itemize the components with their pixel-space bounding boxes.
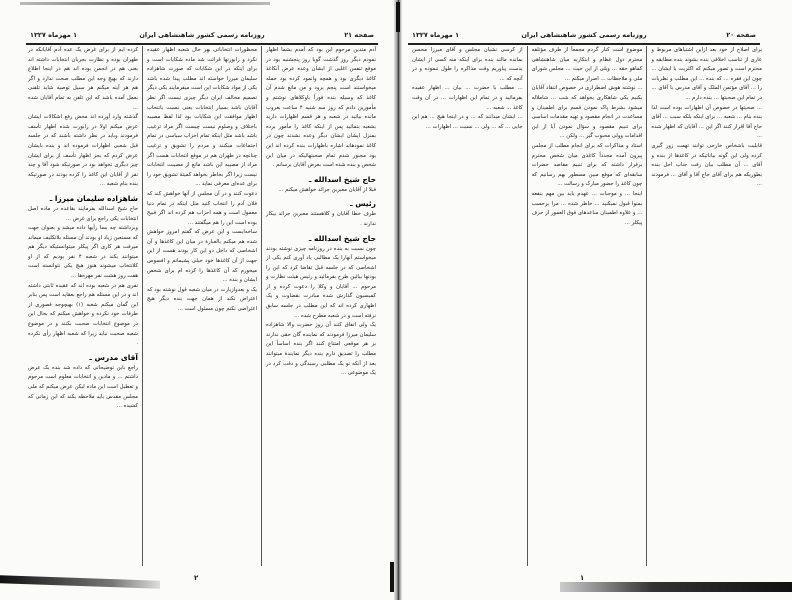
binding-shadow <box>396 2 400 32</box>
binding-shadow <box>390 562 394 592</box>
text-column <box>142 46 261 566</box>
page-footer-number: ۲ <box>194 574 199 582</box>
paragraph: حاج شیخ اسدالله بفرمایند بقاعده در ماده اصل انتخابات یکی راجع برای غرض ... <box>28 205 138 222</box>
scan-edge <box>560 582 792 592</box>
publication-title: روزنامه رسمی کشور شاهنشاهی ایران <box>521 31 647 39</box>
paragraph: موضوع است کنار گردم مجمعاً از طرف مؤتلفه محترم دول عظام و ابتکاریه میان شاهنشاهی کماهو حقه ... ویلی از این حیث ... مجلس شورای ملی و ملاحظات ... اصرار میکنم ... <box>531 47 643 82</box>
speaker-headline: آقای مدرس ـ <box>89 352 138 362</box>
paragraph: از کرسی نشیان مجلس و آقای میرزا محسن بمانده مالند بنده برای اینکه منه کسی از ایشان بدست پیاوریم وقت مذاکره را طول ننموده و در آنچه که ... <box>411 47 523 82</box>
paragraph: نفری هم در شعبه بوده اند که عقیده ثابتی داشته اند و در این مسئله هم راجع بعقاید است پس بنابر این گمان میکنم شعبه (۱) بهیچوجه قصوری از طرفات خود نکرده و خواهش میکنم که بحال این در موضوع انتخابات صحبت بکنند و در موضوع شعبه صحبت نباید زیرا که شعبه اظهار رأی نکرده . <box>28 282 138 347</box>
paragraph: ... ایشان میدانند که ... و در اینجا هیچ ... هم این جایی ... که ... ولی ... نسبت ... اظهارات ... <box>411 114 523 130</box>
book-gutter <box>394 0 402 600</box>
header-rule <box>26 43 378 45</box>
page-label: صفحه ۲۱ <box>344 31 374 39</box>
page-footer-number: ۱ <box>580 574 585 582</box>
page-header <box>26 29 378 43</box>
speaker-headline: حاج شیخ اسدالله ـ <box>308 233 376 243</box>
issue-date: ۱ مهرماه ۱۳۲۷ <box>412 31 460 39</box>
scan-edge <box>20 2 270 5</box>
paragraph: ... مطلب با حضرت ... بیان ... اظهار عقیده بفرمائید و در تمام این اظهارات ... در آن وقت کاغذ ... شعبه ... <box>411 85 523 111</box>
text-column <box>408 46 527 566</box>
page-label: صفحه ۲۰ <box>726 31 756 39</box>
paragraph: گذشته وارد آورده اند محض رفع اشکالات ایشان عرض میکنم اولا در رابورت شده اظهار تأسف فرمودند وباید در نظر داشته باشند که در جلسه قبل شعبی اظهارات فرموده اند و بنده بایشان عرض کردم که بجز اظهار تأسف از برای ایشان چیز دیگری نخواهد بود در صورتیکه شود آقا و چند نفر از آقایان این کاغذ را کرده بودند در صورتیکه بنده بنام شعبه ... <box>28 114 138 188</box>
paragraph: آدم متدین مرحوم این بود که آمدم بشما اظهار نمودم دیگر روز گذشت گویا روز پنجشنبه بود در موقع تنفس اغلبی از ایشان وعده عرض آنکاغذ کاغذ دیگری بود و همچه وانمود کرده بود حمله میخواستند است پنجم برود و من مانع شدم آن کاغذ که وسیله بنده فوراً باوکلاهای نوشتم و مأمورین دادم که روز سه شنبه ۴ ساعت بغروب مانده بیائید در شعبه و هر قسم اظهارات دارید بشعبه بنمائید پس از اینکه کاغذ را مأمور برده بمنزل ایشان ایشان دیگر وعده نشدند چون در کاغذ نمودهاند اشاره باظهارات بنده کرده اند این بود مجبور شدم تمام صحبتهائیکه در میان این شخص و بنده شده است بعرض آقایان برسانم . <box>266 47 377 169</box>
text-column <box>646 46 766 566</box>
paragraph: یک ولی اتفاق کنند آن روز حضرت والا شاهزاده سلیمان میرزا فرمودند که نماینده گان حقی ندارند بر هر موقعی امتناع کنند اگر بنده اساساً این مطلب را تصدیق دارم بنده دیگر نمایندهٔ میتوانند بعد از آنکه نو یک مطلبی رسیدگی و دقت کرد در یک موضوعی ... <box>266 322 376 377</box>
speaker-headline: شاهزاده سلیمان میرزا ـ <box>49 193 138 203</box>
paragraph: قبلا از آقایان معبرین جرائد خواهش میکنم ... <box>278 186 376 193</box>
paragraph: چون نسبت به بنده در روزنامه چیزی نوشته بودند میخواستم آنهارا یک مطالبی یاد آوری کنم یکی از اشخاصی که در جلسه قبل تقاضا کرد که این را بودنها بیائین طرح بفرمائید و رئیس هیئت نظارت و مرحوم ... آقایان و وکلا را دعوت کرده و از کمیسیون گذارش شده مبادرت بقضاوت و یک اظهاری کرده اند که این مطلب در جلسه سابق نرفته است و در شعبه مطرح شده ... <box>266 245 376 319</box>
speaker-headline: حاج شیخ اسدالله ـ <box>308 174 376 184</box>
paragraph: استاد و مذاکرات که برای انجام مطلب از مجلس پیرون آمده مجدداً کاغذی میان شخص محترم برقرار داشته که برای تنبیم مقاصد حضرات سابقه‌ای که موقع مبین مسطور بهم رسانیم که چون کاغذ را حضور مبارک و رسالت ... <box>531 142 643 188</box>
text-columns <box>24 46 380 566</box>
page-header <box>408 29 760 43</box>
paragraph: برای اصلاح از خود بعد ازاین اشتباهای مربوط و عاری از تناسب اخلاقی بنده بشوند بنده مطابقه و محترم است و تصور میکنم که اکثریت با ایشان ... چون این فقره ... که بنده ... این مطلب و نظریات را ... آقای مؤتمن الملک و آقای مدرس با آقای ... در تمام این صحبتها ... بنده دارم ... <box>651 47 762 101</box>
paragraph: دعوت کنند و در آن مجلس از آنها خواهش کند که فلان آدم را انتخاب کنید مثل اینکه در تمام دنیا معمول است و همه احزاب هم کرده اند اگر قبیح بوده است این را هم میگفتند ... <box>147 190 257 226</box>
text-column <box>24 46 142 566</box>
paragraph: کرده ایم از برای غرض یک عده آدم آقایانکه در طهران بوده و نظارت بجریان انتخابات داشته اند یعنی هم در انجمن بوده اند هم در اینجا اطلاع دارند که بهیچ وجه این مطلب صحت ندارد و اگر هم هر آینه میکنم هر سبیل توصیه شاید تلفنی بعمل آمده باشد که این تلفن به تمام آقایان شده ... <box>28 47 138 111</box>
paragraph: اینجا ... و موجبات ... عهدم باید بین مهم بنفعه بمنوا قبول نمیکنید ... خاطر شده ... مرا برحسب ... و علاوه اطمینان ساعدهای فوق العمور از حرف پیکلر ... <box>531 190 643 226</box>
paragraph: محظورات انتخاباتی بهر حال شعبه اظهار عقیده نکرد و رابورتها قرائت شد ماده شکایات است و برای اینکه در این شکایات که صورت شاهزاده سلیمان میرزا خواسته اند مطلب پیدا شده باشد یکی از مواد شکایات این است میفرمایند یکی دیگر تصمیم مخالف ایران دیگر چیزی نیست اگر نظر آقایان باشد بسیار انتخابات یعنی نسبت بانتخاب اظهار موافقت این شکایات بود لذا لفظ مصیبه باختلاف و وصلوم نیست چیست اگر مراد ترغیب باشد باشد مثل اینکه تمام احزاب سیاسی در تمام اجتماعات میکنند و مردم را تشویق و ترغیب چنانچه در طهران هم در موقع انتخابات هست اگر مراد از مصیبه این باشد مانع از مصیبت انتخابات نیست زیرا اگر بخاطر بخواهد کمیتهٔ تشویق خود را برای عده‌ای معرفی نماید ... <box>147 47 257 188</box>
speaker-headline: رئیس ـ <box>350 199 376 209</box>
paragraph: طرف خطا آقایان و کلاهستند معبرین جرائد بیکار ندارند . <box>266 211 376 227</box>
paragraph: قابلیت باشخاص خارجی توانند تهمت زور گیری کرده ولی این گونه بیاناتیکه در کاغذها از بنده و آقای ... آن مطلب بیان رفت جناب اجل بنده بطوریکه هم برای آقای حاج آقا و آقای ... فرمودند ... <box>651 142 762 188</box>
paragraph: وبرداشته چه بسا رأیها داده میشد و بعنوان جهت که مستعین زیاد او بودند آن مسئله بلاتکلیف میماند میرفت هر کاری اگر پیکلر میتوانستیکه دیگر هم میتوانند بکند در شعبه ۴ نفر بودیم که از او کلانتخاب میشوند هنوز هیچ یکی نتوانسته است هفت روز هشت نفر مهره‌ها ... <box>28 225 138 280</box>
text-column <box>261 46 380 566</box>
header-rule <box>408 43 760 45</box>
text-columns <box>408 46 766 566</box>
paragraph: راجع باین توضیحاتی که داده شد بنده یک عرض داشتم ... و مادین و انتخابات معلوم است مرحوم و تعطیل است این ماده لیکن عرض میکنم که ملی مجلس مقدس باید ملاحظه بکند که این زمانی که کشیده ... <box>28 364 138 410</box>
paragraph: ... صحبتها در خصوص آن اظهارات بوده است لذا بنده بنام ... شعبه ... برای اینکه بلکه سبب ... آقای حاج آقا اقرار کنند اگر این ... آقایان که اظهار شده ... <box>651 104 762 140</box>
page-20 <box>400 0 792 600</box>
paragraph: یک و بعدوازیارت در میان شعبه قول نوشته بود که اعتراض نکند از همان جهت بنده دیگر هیچ اعتراضی نکنم چون مسئول است ... <box>147 286 257 313</box>
paragraph: ساخه‌ایست و این عرض که گفتم امروز خواهش شده هم میکنم بالعبارة در میان این کاغذها و آن اشخاصی که داخل دو این کار بودند هست از این جهت از آن کاغذها خود خیلی پشیمانم و افسوس میخورم که آن کاغذها را کرده ام برای شخص ایشان و بنده ... <box>147 229 257 284</box>
text-column <box>527 46 647 566</box>
paragraph: ... نوشته هوش اضطراری در خصوص انتقاد آقایان بکنیم یکی شاهکاری بخواهد که شب ... شاملاله میشود بشرط پاک نمودن قسم برای اطمینان و مساعدت در انجام مقصود و تهیه مقدمات اساسی برای تنبیم مقصود و سؤال نمودن آیا از این اقدامات وولی محبوب گیر ... ولکن ... <box>531 85 643 140</box>
issue-date: ۱ مهرماه ۱۳۲۷ <box>30 31 78 39</box>
publication-title: روزنامه رسمی کشور شاهنشاهی ایران <box>139 31 265 39</box>
